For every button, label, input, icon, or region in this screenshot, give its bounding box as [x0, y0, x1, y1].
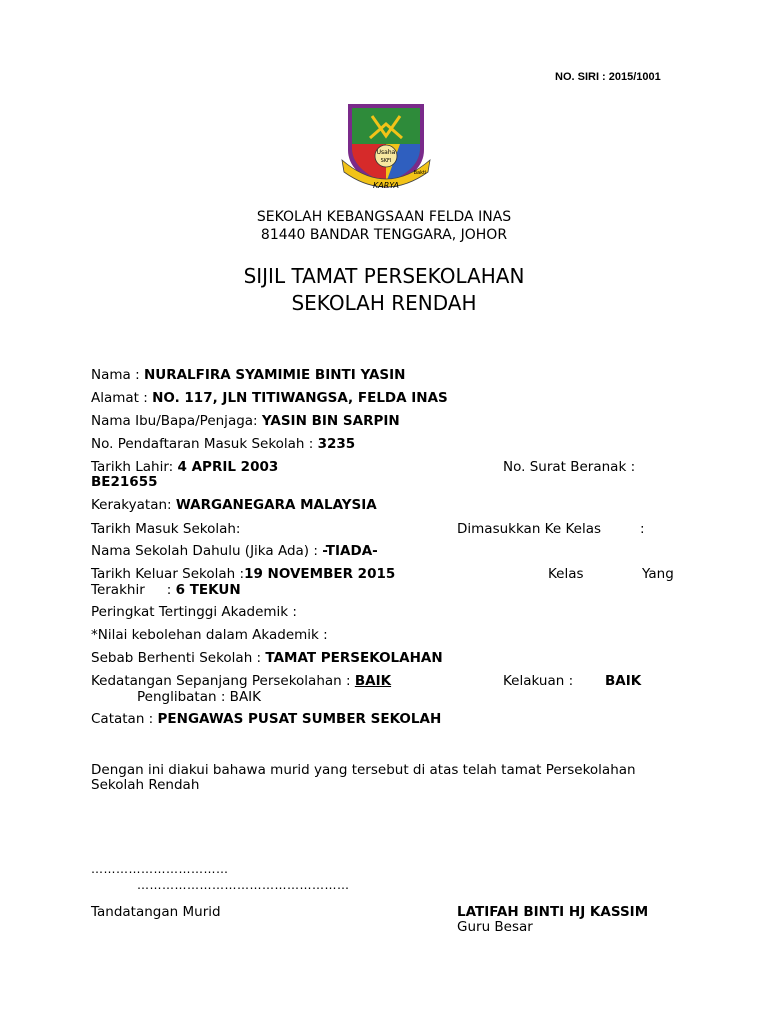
field-kelakuan-label: Kelakuan : — [503, 673, 574, 689]
field-penjaga: Nama Ibu/Bapa/Penjaga: YASIN BIN SARPIN — [91, 413, 400, 429]
crest-motto-left: Usaha — [376, 149, 396, 156]
field-kedatangan: Kedatangan Sepanjang Persekolahan : BAIK — [91, 673, 392, 689]
field-peringkat: Peringkat Tertinggi Akademik : — [91, 604, 297, 620]
field-catatan: Catatan : PENGAWAS PUSAT SUMBER SEKOLAH — [91, 711, 442, 727]
field-kelas-masuk: Dimasukkan Ke Kelas — [457, 521, 601, 537]
field-kelas-masuk-colon: : — [640, 521, 645, 537]
crest-icon — [340, 102, 432, 194]
crest-motto-right: Bakti — [413, 170, 427, 176]
signature-label-murid: Tandatangan Murid — [91, 904, 221, 920]
serial-number: NO. SIRI : 2015/1001 — [555, 71, 661, 83]
field-surat-beranak: BE21655 — [91, 474, 158, 490]
field-surat-beranak-label: No. Surat Beranak : — [503, 459, 636, 475]
field-kelas-akhir-label-2: Yang — [642, 566, 674, 582]
field-nama: Nama : NURALFIRA SYAMIMIE BINTI YASIN — [91, 367, 406, 383]
field-kelakuan: BAIK — [605, 673, 642, 689]
headmaster-title: Guru Besar — [457, 919, 533, 935]
crest-ribbon: KARYA — [372, 181, 400, 190]
field-sekolah-dahulu: Nama Sekolah Dahulu (Jika Ada) : -TIADA- — [91, 543, 378, 559]
school-address: 81440 BANDAR TENGGARA, JOHOR — [260, 227, 508, 243]
field-alamat: Alamat : NO. 117, JLN TITIWANGSA, FELDA INAS — [91, 390, 448, 406]
field-nilai: *Nilai kebolehan dalam Akademik : — [91, 627, 328, 643]
school-name: SEKOLAH KEBANGSAAN FELDA INAS — [256, 209, 512, 225]
certificate-title: SIJIL TAMAT PERSEKOLAHAN — [243, 264, 525, 288]
field-kelas-akhir-label: Kelas — [548, 566, 584, 582]
certificate-subtitle: SEKOLAH RENDAH — [291, 291, 477, 315]
field-tarikh-keluar: Tarikh Keluar Sekolah :19 NOVEMBER 2015 — [91, 566, 396, 582]
signature-line-murid: …………………………… — [91, 862, 229, 876]
school-crest — [340, 102, 432, 194]
field-kelas-akhir: Terakhir : 6 TEKUN — [91, 582, 241, 598]
field-sebab-berhenti: Sebab Berhenti Sekolah : TAMAT PERSEKOLAHAN — [91, 650, 443, 666]
headmaster-name: LATIFAH BINTI HJ KASSIM — [457, 904, 649, 920]
signature-line-guru: …………………………………………… — [137, 878, 350, 892]
crest-abbr: SKFI — [380, 158, 392, 164]
field-pendaftaran: No. Pendaftaran Masuk Sekolah : 3235 — [91, 436, 356, 452]
declaration-line-1: Dengan ini diakui bahawa murid yang tersebut di atas telah tamat Persekolahan — [91, 762, 636, 778]
declaration-line-2: Sekolah Rendah — [91, 777, 200, 793]
field-tarikh-lahir: Tarikh Lahir: 4 APRIL 2003 — [91, 459, 279, 475]
field-tarikh-masuk: Tarikh Masuk Sekolah: — [91, 521, 241, 537]
field-penglibatan: Penglibatan : BAIK — [137, 689, 262, 705]
field-kerakyatan: Kerakyatan: WARGANEGARA MALAYSIA — [91, 497, 377, 513]
